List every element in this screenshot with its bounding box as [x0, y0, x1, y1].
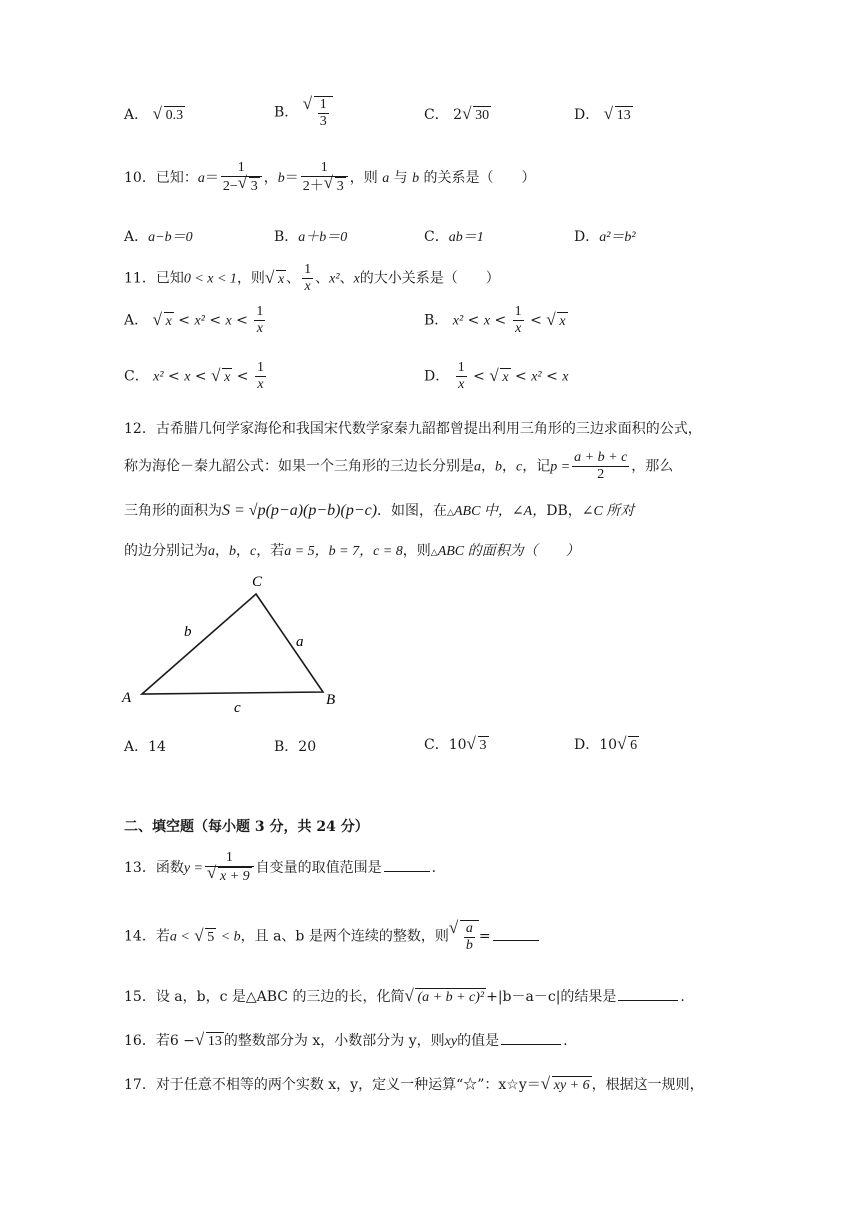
text: . — [680, 989, 685, 1005]
q14 — [124, 920, 541, 954]
comma: 、 — [315, 270, 330, 287]
option-label: D． — [574, 107, 600, 123]
denominator: x — [257, 377, 264, 392]
expr: 6 − — [169, 1033, 195, 1049]
sqrt — [153, 106, 186, 125]
option-label: A． — [124, 312, 149, 329]
denominator: 3 — [319, 114, 327, 129]
lt: < — [236, 312, 248, 329]
option-value: 20 — [298, 739, 317, 755]
text: = — [478, 928, 491, 945]
var-x: x — [562, 369, 569, 385]
text: 14．若 — [124, 928, 170, 945]
var-a: a — [197, 171, 205, 186]
fraction — [255, 360, 266, 393]
numerator: 1 — [256, 360, 264, 375]
text: 称为海伦－秦九韶公式：如果一个三角形的三边长分别是 — [124, 458, 474, 475]
text: . — [431, 860, 437, 876]
option-label: C． — [424, 229, 449, 245]
lt: < — [178, 312, 190, 329]
sqrt — [265, 270, 286, 289]
p-fraction — [572, 450, 629, 483]
lt: < — [467, 312, 480, 329]
numerator: √ 1 — [319, 97, 327, 112]
text: ，记 — [522, 458, 551, 475]
triangle-symbol: △ — [447, 508, 454, 518]
q10-stem — [124, 160, 536, 196]
sqrt — [207, 867, 252, 886]
option-value: 14 — [148, 739, 166, 755]
vertex-a-label: A — [122, 690, 132, 706]
equals: ＝ — [204, 170, 219, 186]
sqrt — [194, 928, 216, 947]
text: DB， — [546, 503, 582, 519]
coefficient: 10 — [599, 737, 618, 753]
lt: < — [209, 312, 222, 329]
q13 — [124, 850, 436, 886]
option-expr: a²＝b² — [599, 230, 636, 245]
radicand: 3 — [250, 179, 258, 194]
var-b: b — [229, 544, 236, 559]
fraction — [456, 360, 467, 393]
radicand: x — [277, 271, 285, 287]
equals: ＝ — [284, 170, 299, 186]
ineq: a < — [169, 929, 190, 945]
triangle-symbol: △ — [430, 548, 438, 558]
option-label: C． — [124, 368, 149, 385]
q12-line3 — [124, 500, 634, 520]
fraction-a — [221, 160, 262, 196]
option-label: D． — [424, 368, 450, 385]
suffix: 的关系是（ ） — [419, 170, 536, 186]
text: 的整数部分为 x，小数部分为 y，则 — [223, 1033, 445, 1049]
section-title: 二、填空题（每小题 3 分，共 24 分） — [124, 819, 369, 835]
fraction — [302, 262, 313, 295]
sqrt — [462, 106, 491, 125]
sqrt — [324, 177, 346, 196]
numerator: 1 — [304, 262, 312, 277]
y-eq: y = — [183, 861, 203, 876]
radicand: x — [224, 369, 231, 385]
q10-option-d — [574, 226, 636, 246]
lt: < — [473, 368, 485, 385]
side-a-label: a — [296, 634, 304, 650]
sqrt — [238, 177, 260, 196]
numerator: 1 — [301, 160, 348, 177]
fraction — [254, 304, 265, 337]
text: 的值是 — [457, 1033, 500, 1049]
q15 — [124, 986, 685, 1007]
option-label: A． — [124, 229, 149, 245]
values: a = 5，b = 7，c = 8 — [284, 544, 403, 559]
sqrt — [489, 368, 510, 387]
option-label: B． — [274, 229, 299, 245]
denominator — [301, 177, 348, 196]
lt: < — [515, 368, 527, 385]
sqrt — [303, 96, 333, 130]
option-expr: ab＝1 — [448, 230, 484, 245]
text: ，且 a、b 是两个连续的整数，则 — [240, 928, 449, 945]
ineq: < b — [220, 929, 241, 945]
var-x: x — [353, 271, 360, 287]
fraction — [205, 850, 254, 886]
option-expr: a−b＝0 — [148, 230, 193, 245]
triangle-figure — [118, 568, 348, 718]
den-text: 2＋ — [302, 179, 324, 194]
sqrt — [467, 736, 489, 755]
option-label: A． — [124, 739, 149, 755]
sqrt — [604, 106, 633, 125]
q12-option-b — [274, 736, 316, 756]
answer-blank[interactable] — [384, 871, 430, 872]
q11-option-c — [124, 360, 268, 393]
answer-blank[interactable] — [493, 940, 539, 941]
radicand: x — [165, 313, 172, 329]
lt: < — [494, 312, 507, 329]
radicand: x — [502, 369, 509, 385]
q9-option-c — [424, 104, 491, 125]
q11-option-d — [424, 360, 568, 393]
answer-blank[interactable] — [501, 1044, 561, 1045]
x-squared: x² — [531, 369, 542, 385]
option-label: B． — [424, 312, 449, 329]
lt: < — [194, 368, 207, 385]
q11-stem — [124, 262, 500, 295]
sqrt — [195, 1032, 224, 1051]
q12-line2: 称为海伦－秦九韶公式：如果一个三角形的三边长分别是a，b，c，记p = $\frac{a + b + c}{2}$ ，那么 — [124, 450, 674, 482]
option-expr: a＋b＝0 — [298, 230, 348, 245]
numerator: √ a — [465, 921, 473, 936]
var-b: b — [495, 459, 502, 475]
answer-blank[interactable] — [618, 1000, 678, 1001]
x-squared: x² — [452, 313, 464, 329]
text: 的边分别记为 — [124, 543, 208, 559]
suffix: 与 — [389, 170, 413, 186]
lt: < — [546, 368, 558, 385]
sqrt — [211, 368, 232, 387]
coefficient: 2 — [453, 107, 463, 123]
q17 — [124, 1074, 704, 1095]
q9-option-d — [574, 104, 633, 125]
text: ABC 中， — [453, 504, 512, 519]
q12-option-c — [424, 734, 489, 755]
lt: < — [236, 368, 249, 385]
q11-prefix: 11．已知 — [124, 270, 184, 287]
sqrt — [617, 736, 639, 755]
sqrt — [541, 1076, 592, 1095]
condition: 0 < x < 1 — [183, 271, 237, 287]
denominator: x — [458, 377, 465, 392]
var-b: b — [277, 171, 285, 186]
text: ，则 — [402, 543, 431, 559]
text: 16．若 — [124, 1033, 170, 1049]
fraction — [464, 921, 475, 954]
denominator: x — [515, 321, 522, 336]
q11-suffix: 的大小关系是（ ） — [359, 270, 500, 287]
text: ABC 的面积为（ ） — [437, 544, 580, 559]
q12-line4: 的边分别记为a，b，c，若a = 5，b = 7，c = 8，则△ABC 的面积为（ ） — [124, 543, 580, 559]
vertex-b-label: B — [326, 692, 336, 708]
comma: 、 — [286, 270, 301, 287]
x-squared: x² — [194, 313, 205, 329]
numerator: a + b + c — [574, 450, 628, 465]
q12-line1: 12．古希腊几何学家海伦和我国宋代数学家秦九韶都曾提出利用三角形的三边求面积的公式， — [124, 421, 702, 437]
radicand: 0.3 — [165, 108, 184, 123]
text: 三角形的面积为 — [124, 503, 222, 519]
var-a: a — [474, 459, 481, 475]
text: ．如图，在 — [377, 503, 448, 519]
text: 15．设 a，b，c 是△ABC 的三边的长，化简 — [124, 989, 405, 1005]
numerator: 1 — [256, 304, 264, 319]
lt: < — [168, 368, 180, 385]
p-eq: p = — [550, 459, 571, 475]
sqrt — [153, 312, 174, 331]
numerator: 1 — [514, 304, 522, 319]
lt: < — [530, 312, 542, 329]
den-text: 2− — [222, 179, 238, 194]
q11-option-a — [124, 304, 267, 337]
radicand: 13 — [207, 1034, 222, 1049]
q9-option-a — [124, 104, 185, 125]
radicand: 13 — [616, 108, 631, 123]
text: ∠A， — [511, 504, 547, 519]
separator: ， — [263, 170, 278, 186]
side-b-label: b — [184, 624, 192, 640]
var-x: x — [225, 313, 232, 329]
suffix: ，则 — [349, 170, 383, 186]
radicand: x — [559, 313, 566, 329]
text: ，那么 — [631, 458, 674, 475]
vertex-c-label: C — [252, 574, 263, 590]
var-b: b — [412, 171, 420, 186]
text: ∠C 所对 — [581, 504, 635, 519]
fraction — [513, 304, 524, 337]
radicand: 3 — [479, 738, 487, 753]
q10-option-b — [274, 226, 347, 246]
sqrt — [546, 312, 567, 331]
numerator: 1 — [457, 360, 465, 375]
radicand: (a + b + c)² — [417, 990, 485, 1005]
text: 13．函数 — [124, 860, 184, 876]
option-label: D． — [574, 229, 600, 245]
fraction — [318, 97, 329, 130]
var-x: x — [184, 369, 191, 385]
text: . — [563, 1033, 568, 1049]
numerator: 1 — [205, 850, 254, 867]
q10-option-a — [124, 226, 193, 246]
x-squared: x² — [329, 271, 340, 287]
heron-formula: S = √p(p−a)(p−b)(p−c) — [222, 502, 378, 519]
xy: xy — [444, 1034, 458, 1049]
radicand: x + 9 — [220, 869, 250, 884]
radicand: 3 — [336, 179, 344, 194]
denominator: x — [304, 279, 311, 294]
sqrt — [449, 920, 479, 954]
denominator: 2 — [597, 467, 605, 482]
radicand: 6 — [630, 738, 638, 753]
x-squared: x² — [153, 369, 164, 385]
text: 17．对于任意不相等的两个实数 x，y，定义一种运算“☆”：x☆y＝ — [124, 1077, 541, 1093]
text: ，根据这一规则， — [591, 1077, 704, 1093]
option-label: C． — [424, 737, 449, 753]
var-a: a — [382, 171, 390, 186]
comma: 、 — [339, 270, 354, 287]
numerator: 1 — [221, 160, 262, 177]
option-label: C． — [424, 107, 449, 123]
side-c-label: c — [234, 700, 241, 716]
fraction-b — [301, 160, 348, 196]
var-c: c — [250, 544, 257, 559]
radicand: 5 — [207, 929, 215, 945]
var-c: c — [516, 459, 523, 475]
sqrt — [404, 988, 486, 1007]
var-a: a — [208, 544, 215, 559]
radicand: xy + 6 — [553, 1078, 590, 1093]
option-label: B． — [274, 104, 299, 121]
var-x: x — [483, 313, 491, 329]
coefficient: 10 — [448, 737, 467, 753]
denominator: x — [256, 321, 263, 336]
q11-mid: ，则 — [236, 270, 265, 287]
denominator — [221, 177, 262, 196]
radicand: 30 — [475, 108, 490, 123]
option-label: A． — [124, 107, 149, 123]
q16 — [124, 1030, 568, 1051]
q12-option-a — [124, 736, 166, 756]
q11-option-b — [424, 304, 568, 337]
q12-option-d — [574, 734, 639, 755]
q10-option-c — [424, 226, 484, 246]
q9-option-b — [274, 96, 333, 130]
option-label: D． — [574, 737, 600, 753]
denominator: b — [465, 938, 473, 953]
text: ，若 — [256, 543, 285, 559]
text: +|b－a－c|的结果是 — [486, 989, 617, 1005]
q10-prefix: 10．已知： — [124, 170, 198, 186]
option-label: B． — [274, 739, 299, 755]
text: 自变量的取值范围是 — [255, 860, 382, 876]
